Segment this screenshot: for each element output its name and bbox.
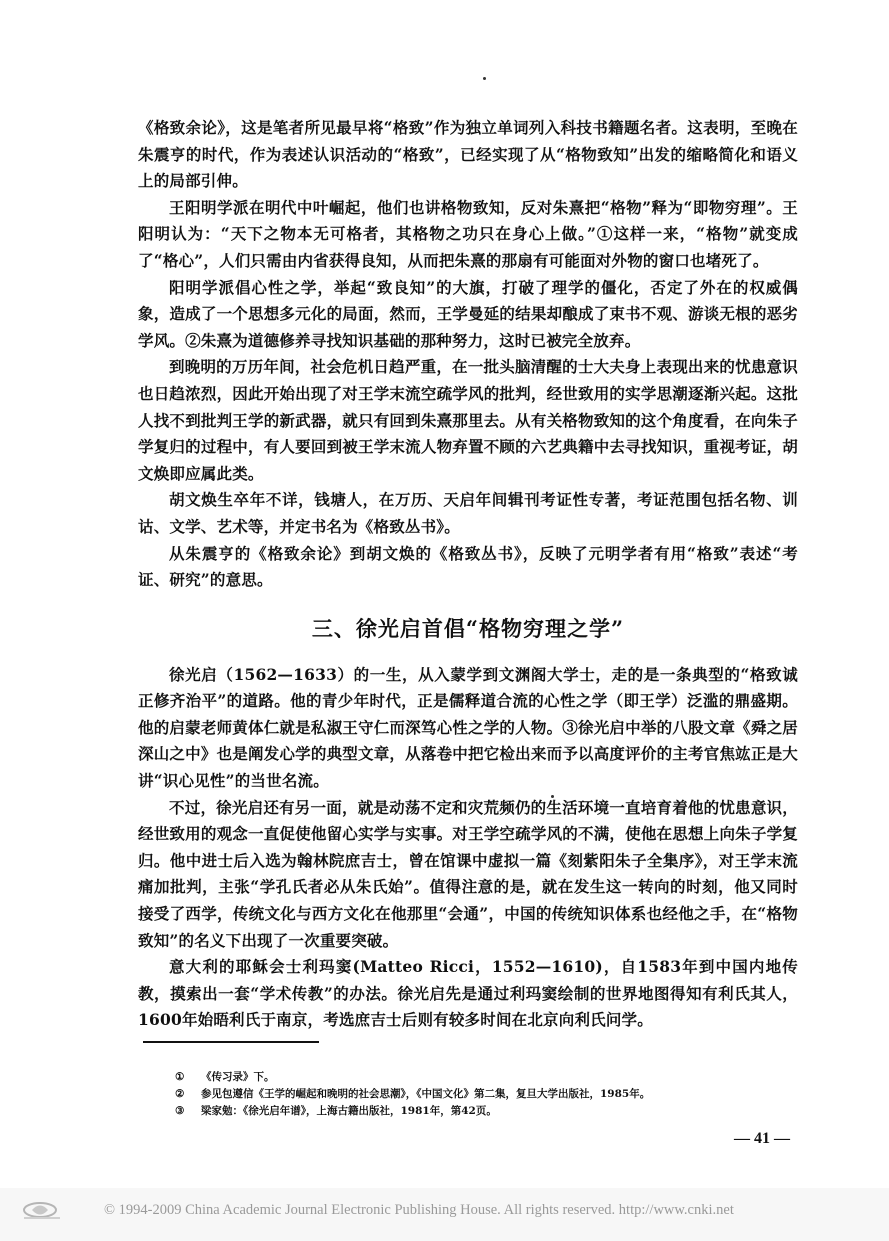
paragraph: 不过，徐光启还有另一面，就是动荡不定和灾荒频仍的生活环境一直培育着他的忧患意识，经世致用的观念一直促使他留心实学与实事。对王学空疏学风的不满，使他在思想上向朱子学复归。他中进士后入选为翰林院庶吉士，曾在馆课中虚拟一篇《刻紫阳朱子全集序》，对王学末流痛加批判，主张“学孔氏者必从朱氏始”。值得注意的是，就在发生这一转向的时刻，他又同时接受了西学，传统文化与西方文化在他那里“会通”，中国的传统知识体系也经他之手，在“格物致知”的名义下出现了一次重要突破。: [138, 797, 798, 950]
footnote: [175, 1069, 775, 1086]
paragraph: 《格致余论》，这是笔者所见最早将“格致”作为独立单词列入科技书籍题名者。这表明，至晚在朱震亨的时代，作为表述认识活动的“格致”，已经实现了从“格物致知”出发的缩略简化和语义上的局部引伸。: [138, 118, 798, 191]
footnotes: [175, 1069, 775, 1120]
article-body: [138, 115, 798, 1034]
footnote-divider: [143, 1041, 319, 1043]
cnki-logo-icon: [20, 1199, 64, 1221]
paragraph: 徐光启（1562—1633）的一生，从入蒙学到文渊阁大学士，走的是一条典型的“格致诚正修齐治平”的道路。他的青少年时代，正是儒释道合流的心性之学（即王学）泛滥的鼎盛期。他的启蒙老师黄体仁就是私淑王守仁而深笃心性之学的人物。③徐光启中举的八股文章《舜之居深山之中》也是阐发心学的典型文章，从落卷中把它检出来而予以高度评价的主考官焦竑正是大讲“识心见性”的当世名流。: [138, 664, 798, 791]
footnote-text: 梁家勉：《徐光启年谱》，上海古籍出版社，1981年，第42页。: [201, 1105, 497, 1117]
footnote-marker: ③: [175, 1105, 185, 1117]
paragraph: 到晚明的万历年间，社会危机日趋严重，在一批头脑清醒的士大夫身上表现出来的忧患意识也日趋浓烈，因此开始出现了对王学末流空疏学风的批判，经世致用的实学思潮逐渐兴起。这批人找不到批判王学的新武器，就只有回到朱熹那里去。从有关格物致知的这个角度看，在向朱子学复归的过程中，有人要回到被王学末流人物弃置不顾的六艺典籍中去寻找知识，重视考证，胡文焕即应属此类。: [138, 357, 798, 483]
paragraph: 意大利的耶稣会士利玛窦(Matteo Ricci，1552—1610)，自1583年到中国内地传教，摸索出一套“学术传教”的办法。徐光启先是通过利玛窦绘制的世界地图得知有利氏其人，1600年始晤利氏于南京，考选庶吉士后则有较多时间在北京向利氏问学。: [138, 957, 798, 1030]
footnote-marker: ②: [175, 1088, 185, 1100]
paragraph: 从朱震亨的《格致余论》到胡文焕的《格致丛书》，反映了元明学者有用“格致”表述“考证、研究”的意思。: [138, 543, 798, 590]
scan-speck: [483, 77, 486, 80]
footnote-marker: ①: [175, 1071, 185, 1083]
footnote: [175, 1103, 775, 1120]
page-number: — 41 —: [734, 1130, 790, 1147]
copyright-notice: © 1994-2009 China Academic Journal Electronic Publishing House. All rights reserved. http://www.cnki.net: [104, 1202, 734, 1218]
footnote-text: 参见包遵信《王学的崛起和晚明的社会思潮》，《中国文化》第二集，复旦大学出版社，1985年。: [201, 1088, 651, 1100]
footnote-text: 《传习录》下。: [201, 1071, 275, 1083]
paragraph: 胡文焕生卒年不详，钱塘人，在万历、天启年间辑刊考证性专著，考证范围包括名物、训诂、文学、艺术等，并定书名为《格致丛书》。: [138, 490, 798, 536]
paragraph: 王阳明学派在明代中叶崛起，他们也讲格物致知，反对朱熹把“格物”释为“即物穷理”。王阳明认为：“天下之物本无可格者，其格物之功只在身心上做。”①这样一来，“格物”就变成了“格心”，人们只需由内省获得良知，从而把朱熹的那扇有可能面对外物的窗口也堵死了。: [138, 197, 798, 270]
paragraph: 阳明学派倡心性之学，举起“致良知”的大旗，打破了理学的僵化，否定了外在的权威偶象，造成了一个思想多元化的局面，然而，王学曼延的结果却酿成了束书不观、游谈无根的恶劣学风。②朱熹为道德修养寻找知识基础的那种努力，这时已被完全放弃。: [138, 277, 798, 350]
section-heading: 三、徐光启首倡“格物穷理之学”: [311, 615, 625, 641]
footnote: [175, 1086, 775, 1103]
